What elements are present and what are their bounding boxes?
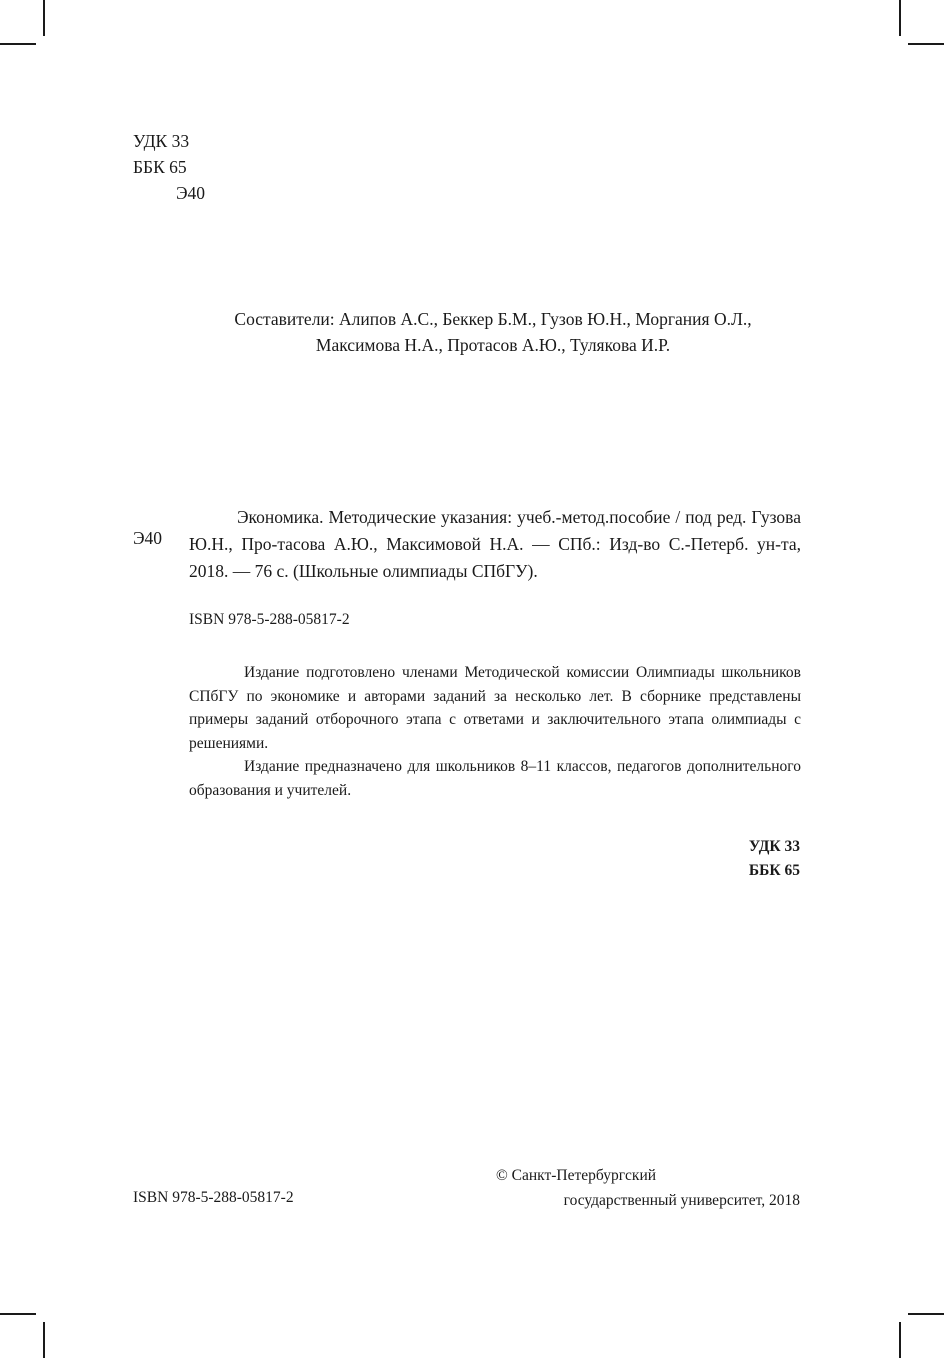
crop-mark-top-left-vertical <box>43 0 45 36</box>
classification-codes-bottom <box>640 835 800 883</box>
bibliographic-description <box>189 504 801 585</box>
annotation-paragraph-1: Издание подготовлено членами Методической комиссии Олимпиады школьников СПбГУ по экономике и авторами заданий за несколько лет. В сборнике представлены примеры заданий отборочного этапа с ответами и заключительного этапа олимпиады с решениями. <box>189 664 801 752</box>
crop-mark-top-right-vertical <box>899 0 901 36</box>
bibliographic-author-mark: Э40 <box>133 528 163 548</box>
crop-mark-top-left-horizontal <box>0 43 36 45</box>
compilers-line-2: Максимова Н.А., Протасов А.Ю., Тулякова И.Р. <box>315 335 671 355</box>
crop-mark-bottom-left-vertical <box>43 1322 45 1358</box>
crop-mark-bottom-left-horizontal <box>0 1313 36 1315</box>
udk-code: УДК 33 <box>133 131 190 151</box>
udk-code-bottom: УДК 33 <box>748 838 800 855</box>
copyright-notice <box>480 1164 800 1213</box>
bibliographic-isbn: ISBN 978-5-288-05817-2 <box>189 611 350 628</box>
compilers-line-1: Составители: Алипов А.С., Беккер Б.М., Гузов Ю.Н., Моргания О.Л., <box>234 309 752 329</box>
copyright-line-1: © Санкт-Петербургский <box>496 1167 657 1184</box>
annotation <box>189 661 801 802</box>
bbk-code: ББК 65 <box>133 157 187 177</box>
annotation-paragraph-2: Издание предназначено для школьников 8–11 классов, педагогов дополнительного образования и учителей. <box>189 758 801 799</box>
author-mark: Э40 <box>176 183 206 203</box>
compilers-list <box>150 306 836 358</box>
footer-isbn: ISBN 978-5-288-05817-2 <box>133 1189 294 1206</box>
classification-codes-top <box>133 128 205 206</box>
crop-mark-top-right-horizontal <box>908 43 944 45</box>
bbk-code-bottom: ББК 65 <box>748 862 800 879</box>
crop-mark-bottom-right-horizontal <box>908 1313 944 1315</box>
copyright-line-2: государственный университет, 2018 <box>563 1191 800 1209</box>
crop-mark-bottom-right-vertical <box>899 1322 901 1358</box>
bibliographic-text: Экономика. Методические указания: учеб.-метод.пособие / под ред. Гузова Ю.Н., Про-тасова А.Ю., Максимовой Н.А. — СПб.: Изд-во С.-Петерб. ун-та, 2018. — 76 с. (Школьные олимпиады СПбГУ). <box>189 507 801 581</box>
